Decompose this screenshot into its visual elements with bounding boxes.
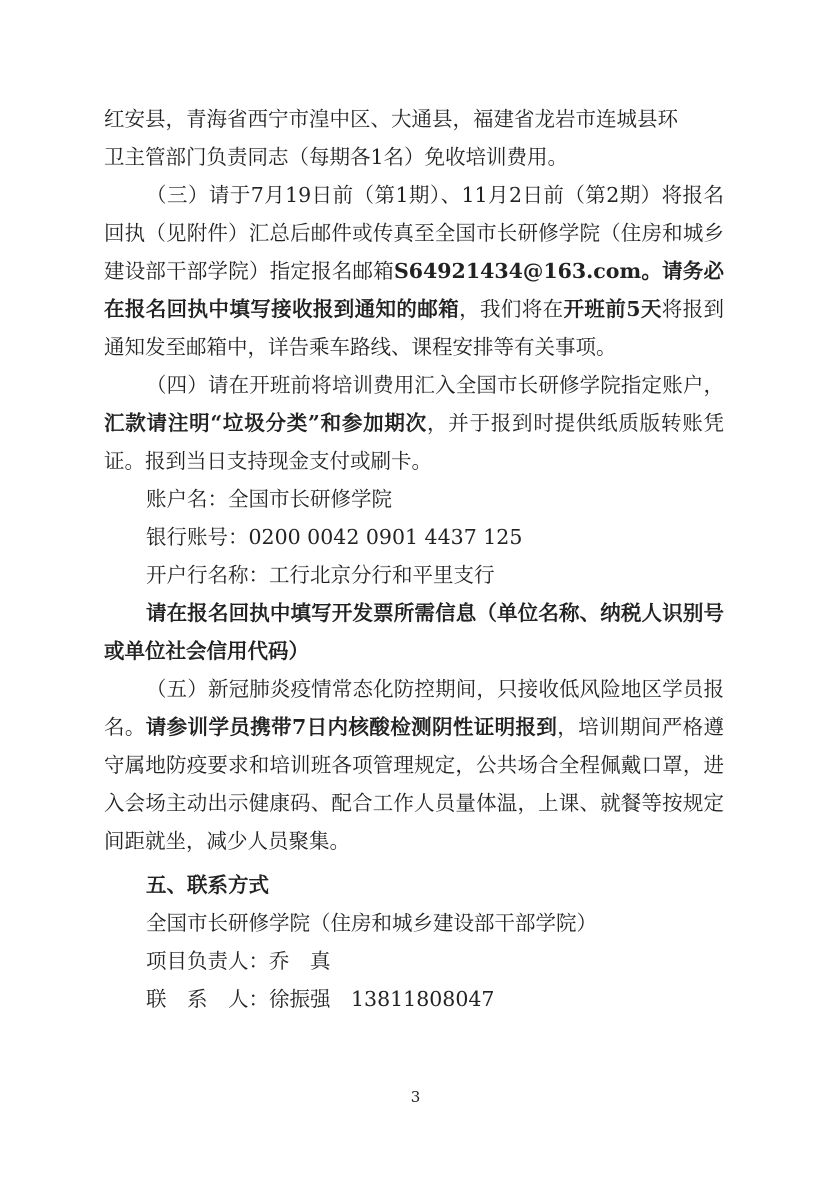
bank-name-line: 开户行名称：工行北京分行和平里支行 <box>146 563 495 587</box>
continuation-line-2: 卫主管部门负责同志（每期各1名）免收培训费用。 <box>104 145 569 169</box>
item-3-bold-days: 开班前5天 <box>563 297 662 321</box>
item-4-text-b: ，并于报到时提供纸质版转账凭证。报到当日支持现金支付或刷卡。 <box>104 411 724 473</box>
item-3-paragraph <box>104 176 724 366</box>
registration-email: S64921434@163.com <box>393 259 642 283</box>
invoice-note <box>104 594 724 670</box>
account-number-line: 银行账号：0200 0042 0901 4437 125 <box>146 525 523 549</box>
item-5-text-b: ，培训期间严格遵守属地防疫要求和培训班各项管理规定，公共场合全程佩戴口罩，进入会场主动出示健康码、配合工作人员量体温，上课、就餐等按规定间距就坐，减少人员聚集。 <box>104 715 725 853</box>
item-3-bold-notice: 。请务必在报名回执中填写接收报到通知的邮箱 <box>104 259 724 321</box>
item-5-text-a: （五）新冠肺炎疫情常态化防控期间，只接收低风险地区学员报名。 <box>104 677 724 739</box>
item-5-bold-requirement: 请参训学员携带7日内核酸检测阴性证明报到 <box>145 715 558 739</box>
item-5-paragraph <box>104 670 724 860</box>
account-name-line: 账户名：全国市长研修学院 <box>146 487 392 511</box>
item-4-paragraph <box>104 366 724 480</box>
invoice-note-text: 请在报名回执中填写开发票所需信息（单位名称、纳税人识别号或单位社会信用代码） <box>104 601 724 663</box>
item-4-bold-remark: 汇款请注明“垃圾分类”和参加期次 <box>104 411 427 435</box>
contact-person-line: 联 系 人：徐振强 13811808047 <box>146 987 495 1011</box>
contact-leader-line: 项目负责人：乔 真 <box>146 949 331 973</box>
item-3-text-d: 将报到通知发至邮箱中，详告乘车路线、课程安排等有关事项。 <box>104 297 725 359</box>
continuation-line-1: 红安县，青海省西宁市湟中区、大通县，福建省龙岩市连城县环 <box>104 107 678 131</box>
document-body <box>104 100 724 1018</box>
item-4-text-a: （四）请在开班前将培训费用汇入全国市长研修学院指定账户， <box>146 373 724 397</box>
item-3-text-b: ，我们将在 <box>459 297 564 321</box>
item-3-text: （三）请于7月19日前（第1期）、11月2日前（第2期）将报名回执（见附件）汇总后邮件或传真至全国市长研修学院（住房和城乡建设部干部学院）指定报名邮箱 <box>104 183 724 283</box>
contact-heading: 五、联系方式 <box>146 873 269 897</box>
contact-org-line: 全国市长研修学院（住房和城乡建设部干部学院） <box>146 911 597 935</box>
page-number: 3 <box>410 1088 421 1106</box>
